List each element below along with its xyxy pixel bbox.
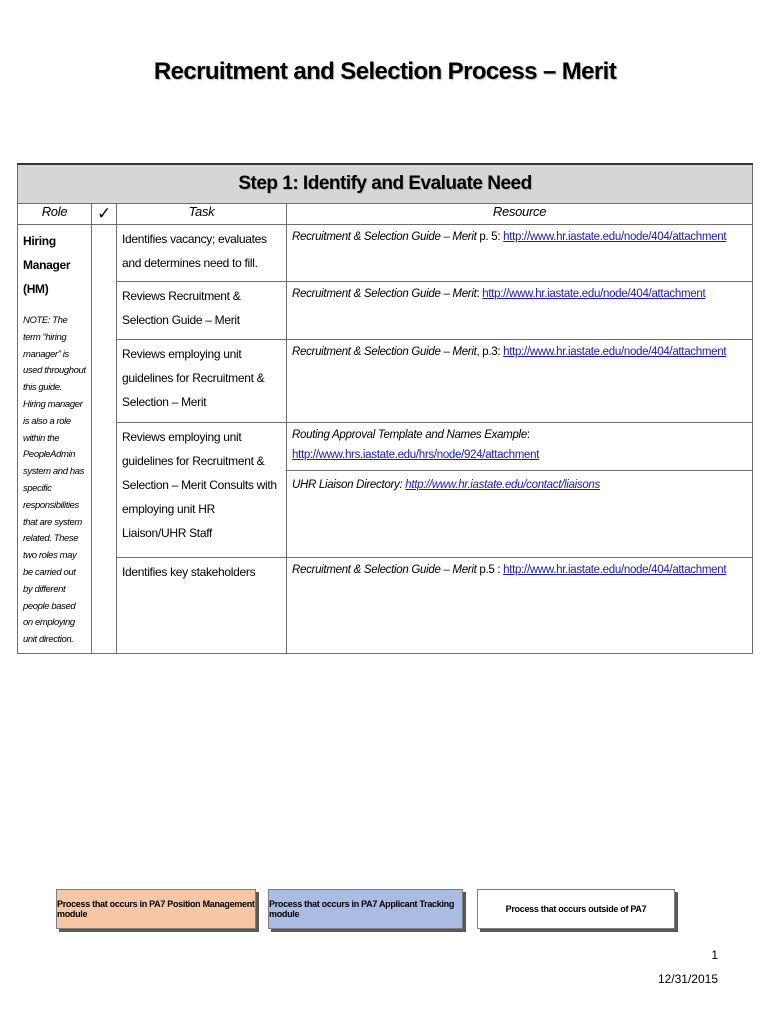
resource-detail: p. 5: (476, 231, 504, 243)
resource-detail: p.5 : (476, 563, 504, 576)
checkmark-column-header: ✓ (92, 204, 117, 225)
resource-label: Recruitment & Selection Guide – Merit (292, 563, 477, 576)
resource-detail: : (476, 288, 483, 301)
resource-link[interactable]: http://www.hr.iastate.edu/node/404/attachment (503, 563, 727, 576)
resource-cell (287, 422, 753, 557)
process-table (17, 163, 753, 654)
page-number: 1 (711, 948, 718, 962)
resource-link[interactable]: http://www.hr.iastate.edu/node/404/attachment (503, 345, 727, 358)
resource-detail: : (526, 428, 530, 441)
resource-cell (287, 225, 753, 282)
table-row (18, 422, 753, 557)
table-row (18, 557, 753, 653)
table-header-row (18, 204, 753, 225)
resource-link[interactable]: http://www.hr.iastate.edu/node/404/attachment (482, 288, 706, 301)
checkmark-cell (92, 225, 117, 654)
role-cell (18, 225, 92, 654)
table-row (18, 282, 753, 339)
role-column-header: Role (18, 204, 92, 225)
legend-position-management: Process that occurs in PA7 Position Management module (56, 889, 256, 929)
resource-link[interactable]: http://www.hr.iastate.edu/node/404/attachment (503, 231, 727, 243)
legend-outside-pa7: Process that occurs outside of PA7 (477, 889, 675, 929)
step-header: Step 1: Identify and Evaluate Need (18, 164, 753, 204)
resource-column-header: Resource (287, 204, 753, 225)
resource-detail: , p.3: (476, 345, 504, 358)
resource-label: UHR Liaison Directory: (292, 478, 406, 491)
task-cell: Identifies key stakeholders (117, 557, 287, 653)
page-title: Recruitment and Selection Process – Merit (153, 58, 617, 85)
resource-link[interactable]: http://www.hr.iastate.edu/contact/liaisons (405, 478, 600, 491)
resource-label: Recruitment & Selection Guide – Merit (292, 345, 477, 358)
resource-label: Recruitment & Selection Guide – Merit (292, 288, 477, 301)
resource-cell (287, 339, 753, 422)
table-row (18, 225, 753, 282)
resource-link[interactable]: http://www.hrs.iastate.edu/hrs/node/924/attachment (292, 448, 540, 461)
resource-cell (287, 557, 753, 653)
legend-applicant-tracking: Process that occurs in PA7 Applicant Tracking module (268, 889, 463, 929)
resource-label: Recruitment & Selection Guide – Merit (292, 231, 477, 243)
table-row (18, 339, 753, 422)
resource-cell (287, 282, 753, 339)
task-cell: Identifies vacancy; evaluates and determines need to fill. (117, 225, 287, 282)
role-name: Hiring Manager (23, 234, 71, 272)
footer-date: 12/31/2015 (657, 972, 718, 986)
role-abbreviation: (HM) (23, 282, 49, 296)
role-note: NOTE: The term “hiring manager” is used throughout this guide. Hiring manager is also a role within the PeopleAdmin system and has specific responsibilities that are system related. These two roles may be carried out by different people based on employing unit direction. (23, 315, 86, 646)
resource-label: Routing Approval Template and Names Example (292, 428, 527, 441)
task-cell: Reviews Recruitment & Selection Guide – Merit (117, 282, 287, 339)
task-cell: Reviews employing unit guidelines for Recruitment & Selection – Merit (117, 339, 287, 422)
task-column-header: Task (117, 204, 287, 225)
task-cell: Reviews employing unit guidelines for Recruitment & Selection – Merit Consults with employing unit HR Liaison/UHR Staff (117, 422, 287, 557)
